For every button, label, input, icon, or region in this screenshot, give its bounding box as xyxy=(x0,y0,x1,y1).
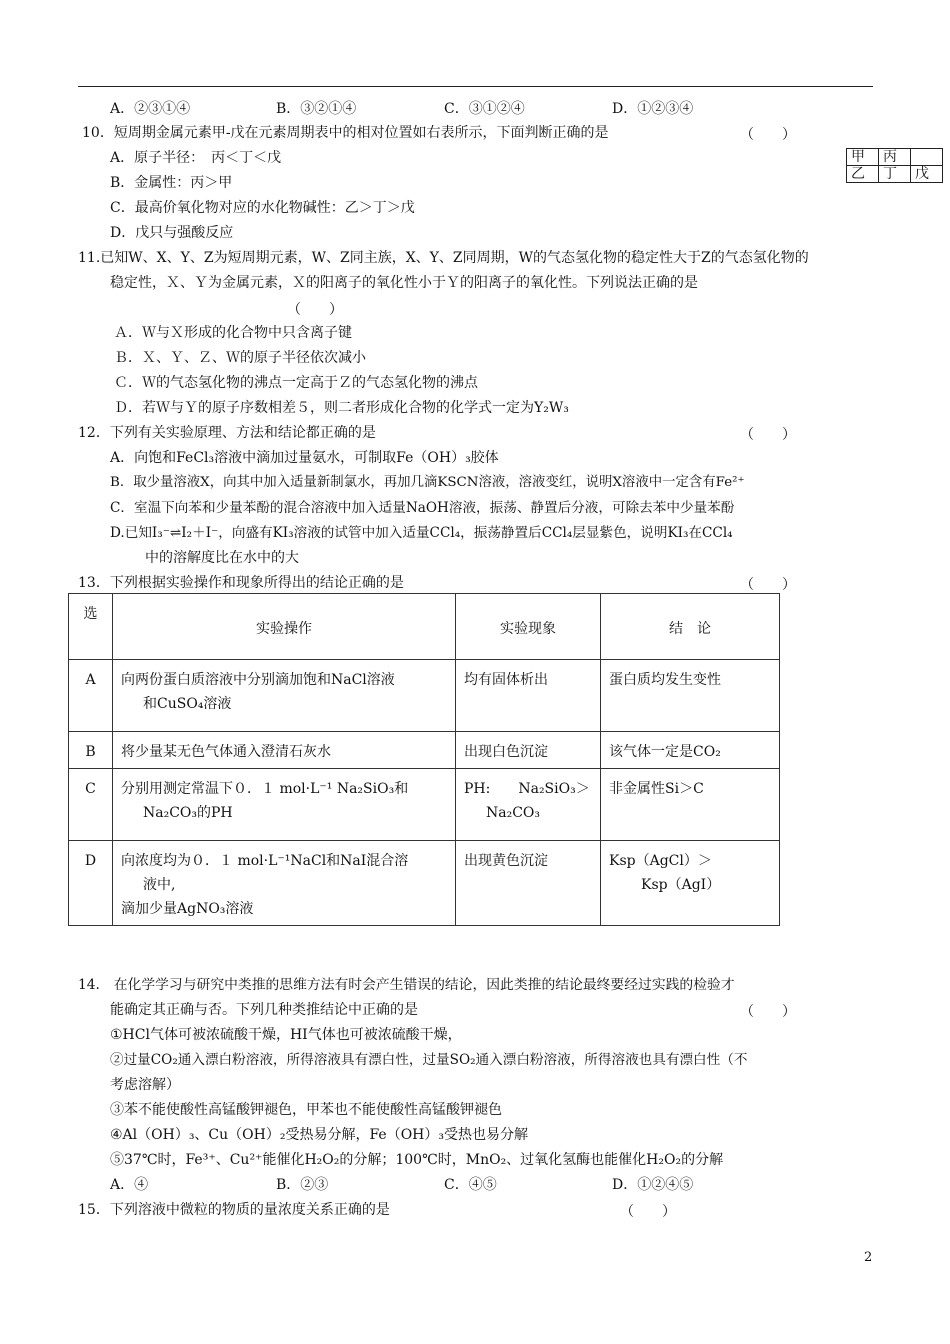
operation-line: 向浓度均为０．１ mol·L⁻¹NaCl和NaI混合溶 xyxy=(121,853,409,869)
q14-item-4: ④Al（OH）₃、Cu（OH）₂受热易分解，Fe（OH）₃受热也易分解 xyxy=(110,1127,528,1143)
q12-stem: 12．下列有关实验原理、方法和结论都正确的是 xyxy=(78,425,376,441)
q14-option-b: B．②③ xyxy=(276,1177,329,1193)
q12-option-b: B．取少量溶液X，向其中加入适量新制氯水，再加几滴KSCN溶液，溶液变红，说明X溶液中一定含有Fe²⁺ xyxy=(110,475,745,490)
operation-line: 分别用测定常温下０．１ mol·L⁻¹ Na₂SiO₃和 xyxy=(121,781,409,797)
conclusion-line: Ksp（AgI） xyxy=(641,877,721,893)
q9-option-c: C．③①②④ xyxy=(444,101,525,117)
row-operation xyxy=(113,660,456,732)
row-phenomenon: 出现黄色沉淀 xyxy=(456,841,601,926)
q14-option-d: D．①②④⑤ xyxy=(612,1177,694,1193)
header-conclusion: 结 论 xyxy=(601,594,780,660)
q14-stem-line1: 14. 在化学学习与研究中类推的思维方法有时会产生错误的结论，因此类推的结论最终要经过实践的检验才 xyxy=(78,977,735,993)
row-key: A xyxy=(69,660,113,732)
row-conclusion: 该气体一定是CO₂ xyxy=(601,732,780,769)
q11-option-d: Ｄ．若Ｗ与Ｙ的原子序数相差５，则二者形成化合物的化学式一定为Y₂W₃ xyxy=(114,400,569,416)
q12-option-c: C．室温下向苯和少量苯酚的混合溶液中加入适量NaOH溶液，振荡、静置后分液，可除去苯中少量苯酚 xyxy=(110,500,735,516)
row-key: C xyxy=(69,769,113,841)
pt-cell-empty xyxy=(911,149,943,166)
phenomenon-line: PH: Na₂SiO₃＞ xyxy=(464,781,590,797)
pt-cell-ding: 丁 xyxy=(879,166,911,183)
q9-option-d: D．①②③④ xyxy=(612,101,694,117)
header-option: 选 xyxy=(69,594,113,660)
operation-line: 滴加少量AgNO₃溶液 xyxy=(121,901,254,917)
row-phenomenon xyxy=(456,769,601,841)
pt-cell-bing: 丙 xyxy=(879,149,911,166)
periodic-table-fragment xyxy=(846,148,943,183)
row-key: D xyxy=(69,841,113,926)
q12-option-a: A．向饱和FeCl₃溶液中滴加过量氨水，可制取Fe（OH）₃胶体 xyxy=(110,450,499,466)
q13-answer-paren: （ ） xyxy=(740,577,796,593)
q14-option-c: C．④⑤ xyxy=(444,1177,497,1193)
q11-stem-line1: 11.已知W、X、Y、Z为短周期元素，W、Z同主族，X、Y、Z同周期，W的气态氢化物的稳定性大于Z的气态氢化物的 xyxy=(78,250,809,266)
header-phenomenon: 实验现象 xyxy=(456,594,601,660)
q10-stem: 10．短周期金属元素甲-戊在元素周期表中的相对位置如右表所示，下面判断正确的是 xyxy=(82,125,609,141)
page-number: 2 xyxy=(864,1250,873,1265)
experiment-table xyxy=(68,593,780,926)
q12-answer-paren: （ ） xyxy=(740,427,796,443)
q15-stem: 15．下列溶液中微粒的物质的量浓度关系正确的是 xyxy=(78,1202,390,1218)
row-operation: 将少量某无色气体通入澄清石灰水 xyxy=(113,732,456,769)
q14-answer-paren: （ ） xyxy=(740,1004,796,1020)
q12-option-d-line1: D.已知I₃⁻⇌I₂＋I⁻，向盛有KI₃溶液的试管中加入适量CCl₄，振荡静置后CCl₄层显紫色，说明KI₃在CCl₄ xyxy=(110,525,733,541)
q11-answer-paren: （ ） xyxy=(287,302,343,318)
q9-option-b: B．③②①④ xyxy=(276,101,357,117)
q10-option-b: B．金属性：丙＞甲 xyxy=(110,175,233,191)
q10-answer-paren: （ ） xyxy=(740,127,796,143)
operation-line: 向两份蛋白质溶液中分别滴加饱和NaCl溶液 xyxy=(121,672,395,688)
q13-stem: 13．下列根据实验操作和现象所得出的结论正确的是 xyxy=(78,575,404,591)
table-row xyxy=(69,841,780,926)
q14-item-1: ①HCl气体可被浓硫酸干燥，HI气体也可被浓硫酸干燥， xyxy=(110,1027,462,1043)
table-row xyxy=(69,660,780,732)
operation-line: Na₂CO₃的PH xyxy=(143,805,233,821)
header-operation: 实验操作 xyxy=(113,594,456,660)
row-conclusion: 蛋白质均发生变性 xyxy=(601,660,780,732)
q14-item-3: ③苯不能使酸性高锰酸钾褪色，甲苯也不能使酸性高锰酸钾褪色 xyxy=(110,1102,502,1118)
operation-line: 和CuSO₄溶液 xyxy=(143,696,232,712)
q12-option-d-line2: 中的溶解度比在水中的大 xyxy=(145,550,299,566)
row-conclusion xyxy=(601,841,780,926)
pt-cell-yi: 乙 xyxy=(847,166,879,183)
q9-option-a: A．②③①④ xyxy=(110,101,191,117)
q10-option-d: D．戊只与强酸反应 xyxy=(110,225,234,241)
row-operation xyxy=(113,769,456,841)
q14-item-5: ⑤37℃时，Fe³⁺、Cu²⁺能催化H₂O₂的分解；100℃时，MnO₂、过氧化氢酶也能催化H₂O₂的分解 xyxy=(110,1152,724,1168)
q14-option-a: A．④ xyxy=(110,1177,149,1193)
table-row xyxy=(69,769,780,841)
operation-line: 液中, xyxy=(143,877,176,893)
q10-option-c: C．最高价氧化物对应的水化物碱性：乙＞丁＞戊 xyxy=(110,200,415,216)
q14-item-2-cont: 考虑溶解） xyxy=(110,1077,180,1093)
table-header-row xyxy=(69,594,780,660)
q10-option-a: A．原子半径： 丙＜丁＜戊 xyxy=(110,150,282,166)
q11-stem-line2: 稳定性，Ｘ、Ｙ为金属元素，Ｘ的阳离子的氧化性小于Ｙ的阳离子的氧化性。下列说法正确的是 xyxy=(110,275,698,291)
header-rule xyxy=(78,86,873,87)
q14-item-2: ②过量CO₂通入漂白粉溶液，所得溶液具有漂白性，过量SO₂通入漂白粉溶液，所得溶液也具有漂白性（不 xyxy=(110,1052,748,1068)
pt-cell-jia: 甲 xyxy=(847,149,879,166)
row-conclusion: 非金属性Si＞C xyxy=(601,769,780,841)
conclusion-line: Ksp（AgCl）＞ xyxy=(609,853,712,869)
q11-option-b: Ｂ．Ｘ、Ｙ、Ｚ、Ｗ的原子半径依次减小 xyxy=(114,350,366,366)
row-phenomenon: 出现白色沉淀 xyxy=(456,732,601,769)
row-phenomenon: 均有固体析出 xyxy=(456,660,601,732)
q14-stem-line2: 能确定其正确与否。下列几种类推结论中正确的是 xyxy=(110,1002,418,1018)
table-row xyxy=(69,732,780,769)
q11-option-a: Ａ．Ｗ与Ｘ形成的化合物中只含离子键 xyxy=(114,325,352,341)
row-operation xyxy=(113,841,456,926)
row-key: B xyxy=(69,732,113,769)
q11-option-c: Ｃ．Ｗ的气态氢化物的沸点一定高于Ｚ的气态氢化物的沸点 xyxy=(114,375,478,391)
q15-answer-paren: （ ） xyxy=(620,1204,676,1220)
pt-cell-wu: 戊 xyxy=(911,166,943,183)
phenomenon-line: Na₂CO₃ xyxy=(486,805,541,821)
